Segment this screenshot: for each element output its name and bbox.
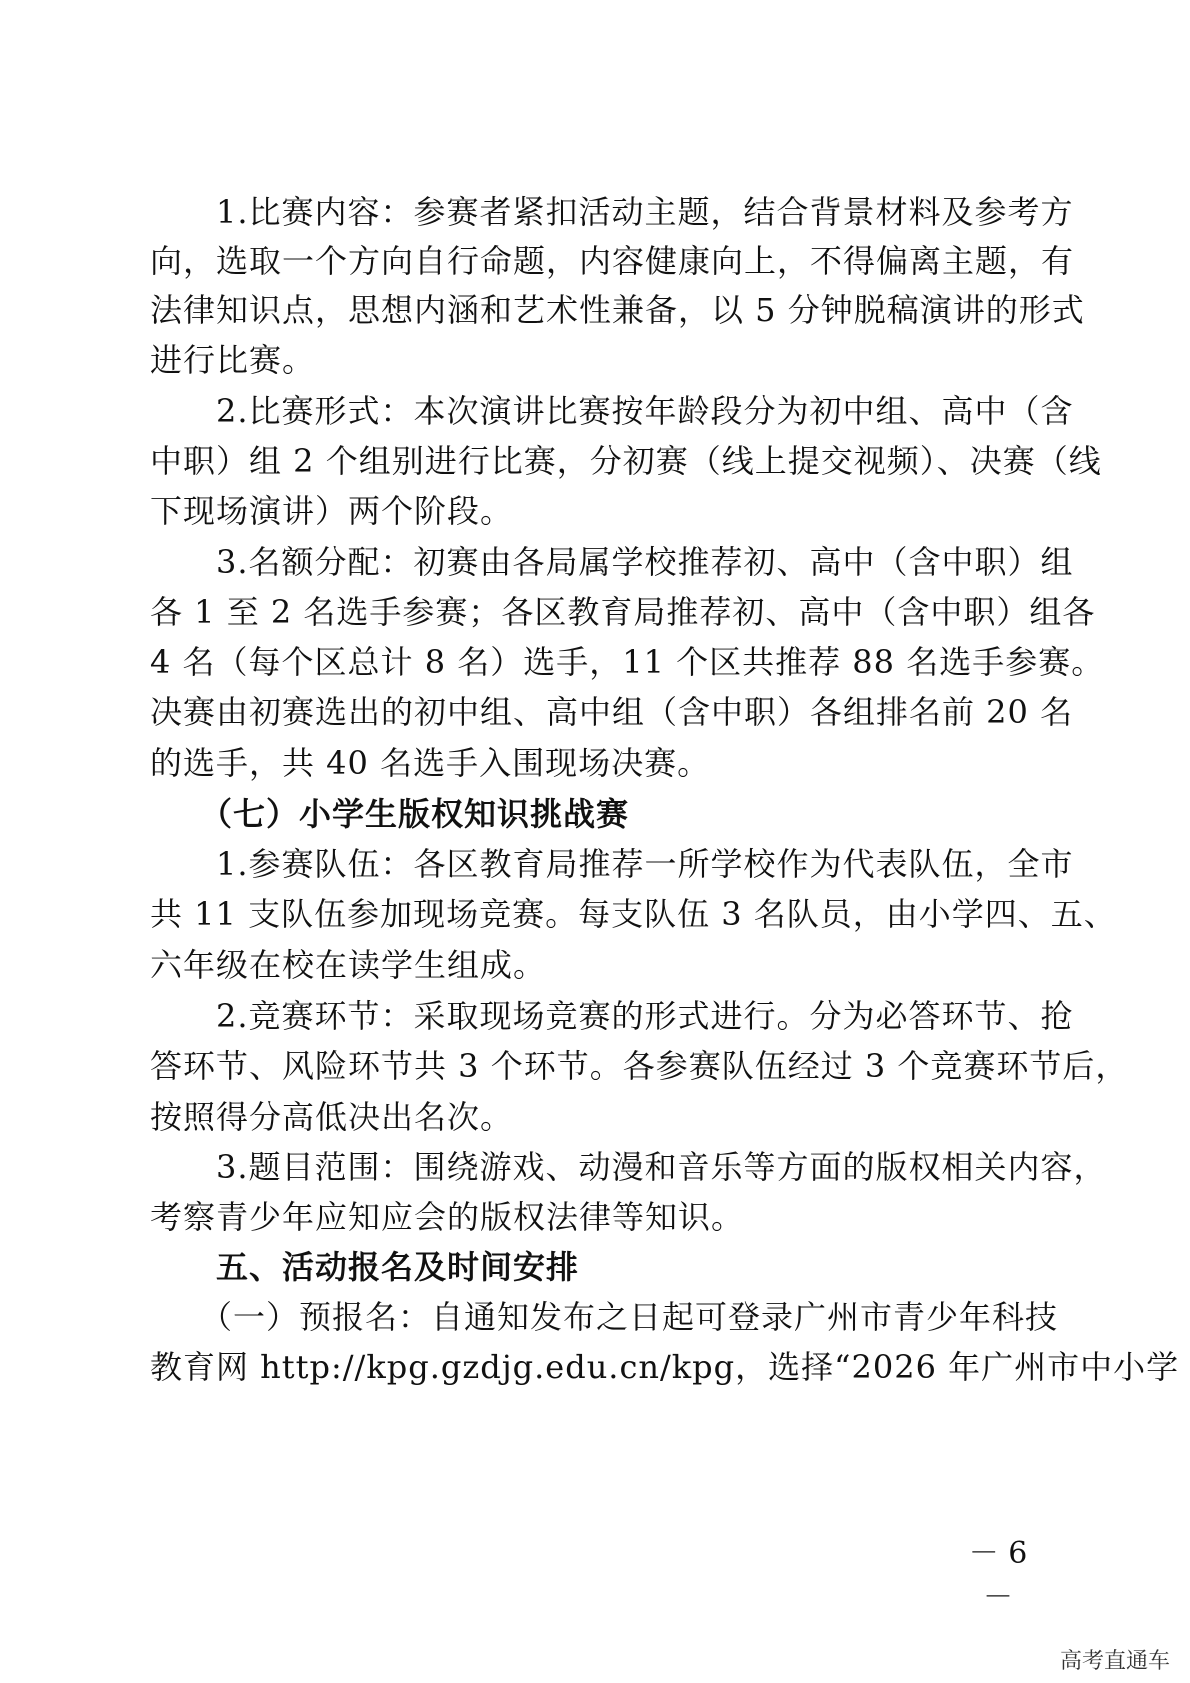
text-line: 1.参赛队伍：各区教育局推荐一所学校作为代表队伍，全市: [150, 845, 1074, 883]
text-line: 决赛由初赛选出的初中组、高中组（含中职）各组排名前 20 名: [150, 693, 1074, 731]
text-line: （七）小学生版权知识挑战赛: [150, 795, 630, 833]
text-line: 向，选取一个方向自行命题，内容健康向上，不得偏离主题，有: [150, 242, 1075, 280]
text-line: 2.比赛形式：本次演讲比赛按年龄段分为初中组、高中（含: [150, 392, 1074, 430]
text-line: 共 11 支队伍参加现场竞赛。每支队伍 3 名队员，由小学四、五、: [150, 895, 1117, 933]
text-line: 各 1 至 2 名选手参赛；各区教育局推荐初、高中（含中职）组各: [150, 593, 1096, 631]
text-line: 进行比赛。: [150, 341, 316, 379]
text-line: 五、活动报名及时间安排: [150, 1248, 580, 1286]
text-line: 法律知识点，思想内涵和艺术性兼备，以 5 分钟脱稿演讲的形式: [150, 291, 1085, 329]
text-line: 3.题目范围：围绕游戏、动漫和音乐等方面的版权相关内容，: [150, 1148, 1107, 1186]
text-line: 的选手，共 40 名选手入围现场决赛。: [150, 744, 711, 782]
text-line: 六年级在校在读学生组成。: [150, 946, 547, 984]
page-number: － 6 －: [968, 1536, 1028, 1615]
text-line: 4 名（每个区总计 8 名）选手，11 个区共推荐 88 名选手参赛。: [150, 643, 1105, 681]
text-line: 按照得分高低决出名次。: [150, 1098, 514, 1136]
text-line: 2.竞赛环节：采取现场竞赛的形式进行。分为必答环节、抢: [150, 997, 1074, 1035]
text-line: （一）预报名：自通知发布之日起可登录广州市青少年科技: [150, 1298, 1059, 1336]
text-line: 教育网 http://kpg.gzdjg.edu.cn/kpg，选择“2026 年广州市中小学: [150, 1348, 1180, 1386]
text-line: 下现场演讲）两个阶段。: [150, 492, 514, 530]
watermark: 高考直通车: [1059, 1649, 1170, 1674]
text-line: 考察青少年应知应会的版权法律等知识。: [150, 1198, 745, 1236]
text-line: 1.比赛内容：参赛者紧扣活动主题，结合背景材料及参考方: [150, 193, 1074, 231]
text-line: 答环节、风险环节共 3 个环节。各参赛队伍经过 3 个竞赛环节后，: [150, 1047, 1129, 1085]
text-line: 3.名额分配：初赛由各局属学校推荐初、高中（含中职）组: [150, 543, 1074, 581]
text-line: 中职）组 2 个组别进行比赛，分初赛（线上提交视频）、决赛（线: [150, 442, 1102, 480]
